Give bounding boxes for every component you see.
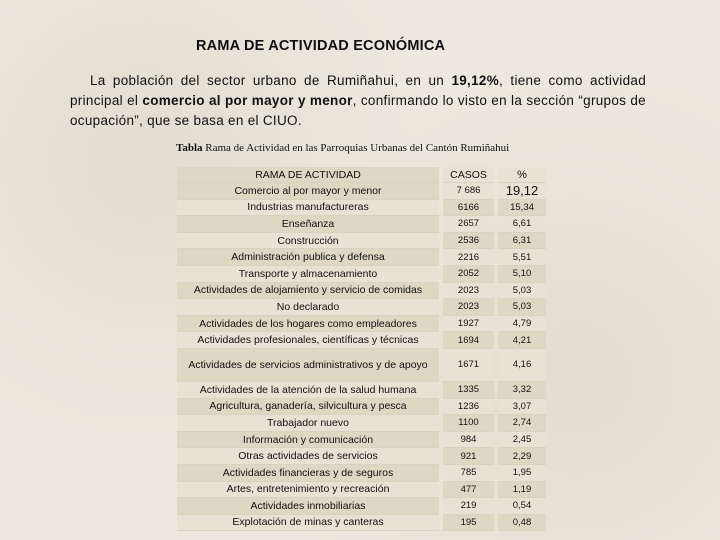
table-row	[177, 283, 546, 300]
row-activity: Trabajador nuevo	[177, 415, 439, 432]
row-activity: Industrias manufactureras	[177, 200, 439, 217]
row-cases: 1927	[443, 316, 494, 333]
row-activity: Actividades profesionales, científicas y técnicas	[177, 332, 439, 349]
table-row	[177, 399, 546, 416]
row-cases: 2023	[443, 299, 494, 316]
table-row	[177, 515, 546, 532]
row-cases: 1694	[443, 332, 494, 349]
table-row	[177, 233, 546, 250]
row-activity: Actividades financieras y de seguros	[177, 465, 439, 482]
row-percent: 3,07	[498, 399, 546, 416]
paragraph-highlight-percent: 19,12%	[451, 73, 500, 88]
table-row	[177, 482, 546, 499]
row-activity: Actividades de alojamiento y servicio de comidas	[177, 283, 439, 300]
row-activity: Enseñanza	[177, 216, 439, 233]
row-cases: 2536	[443, 233, 494, 250]
row-activity: Actividades de los hogares como empleadores	[177, 316, 439, 333]
row-percent: 4,16	[498, 349, 546, 382]
table-caption	[176, 142, 509, 154]
row-percent: 4,21	[498, 332, 546, 349]
table-row	[177, 498, 546, 515]
header-activity: RAMA DE ACTIVIDAD	[177, 167, 439, 183]
table-row	[177, 316, 546, 333]
row-percent: 6,61	[498, 216, 546, 233]
row-percent: 2,74	[498, 415, 546, 432]
row-percent: 0,48	[498, 515, 546, 532]
row-percent: 5,51	[498, 249, 546, 266]
table-row	[177, 448, 546, 465]
row-cases: 785	[443, 465, 494, 482]
row-percent: 2,45	[498, 432, 546, 449]
row-activity: Otras actividades de servicios	[177, 448, 439, 465]
row-cases: 219	[443, 498, 494, 515]
caption-label: Tabla	[176, 142, 203, 154]
table-header-row	[177, 167, 546, 183]
row-percent: 1,95	[498, 465, 546, 482]
row-activity: Información y comunicación	[177, 432, 439, 449]
table-row	[177, 299, 546, 316]
row-percent: 15,34	[498, 200, 546, 217]
row-cases: 2657	[443, 216, 494, 233]
row-activity: Comercio al por mayor y menor	[177, 183, 439, 200]
row-percent: 6,31	[498, 233, 546, 250]
row-percent: 2,29	[498, 448, 546, 465]
row-activity: Administración publica y defensa	[177, 249, 439, 266]
table-row	[177, 249, 546, 266]
row-percent: 5,03	[498, 299, 546, 316]
row-cases: 1236	[443, 399, 494, 416]
paragraph-text-2: , tiene como actividad principal el	[70, 73, 647, 108]
row-percent: 3,32	[498, 382, 546, 399]
table-row	[177, 266, 546, 283]
table-row	[177, 349, 546, 382]
row-cases: 2023	[443, 283, 494, 300]
row-cases: 921	[443, 448, 494, 465]
row-cases: 2216	[443, 249, 494, 266]
header-cases: CASOS	[443, 167, 494, 183]
row-cases: 1100	[443, 415, 494, 432]
table-row	[177, 216, 546, 233]
row-activity: Actividades inmobiliarias	[177, 498, 439, 515]
row-cases: 6166	[443, 200, 494, 217]
row-activity: Agricultura, ganadería, silvicultura y pesca	[177, 399, 439, 416]
row-cases: 984	[443, 432, 494, 449]
row-percent: 19,12	[498, 183, 546, 200]
header-percent: %	[498, 167, 546, 183]
table-row	[177, 332, 546, 349]
table-row	[177, 382, 546, 399]
row-cases: 477	[443, 482, 494, 499]
row-activity: Construcción	[177, 233, 439, 250]
intro-paragraph	[70, 71, 646, 131]
table-row	[177, 200, 546, 217]
row-activity: Artes, entretenimiento y recreación	[177, 482, 439, 499]
table-row	[177, 415, 546, 432]
row-cases: 195	[443, 515, 494, 532]
row-activity: No declarado	[177, 299, 439, 316]
row-activity: Explotación de minas y canteras	[177, 515, 439, 532]
row-percent: 4,79	[498, 316, 546, 333]
table-body	[177, 183, 546, 531]
caption-text: Rama de Actividad en las Parroquias Urbanas del Cantón Rumiñahui	[202, 142, 510, 154]
row-cases: 2052	[443, 266, 494, 283]
row-cases: 1671	[443, 349, 494, 382]
page-title: RAMA DE ACTIVIDAD ECONÓMICA	[196, 38, 446, 54]
row-activity: Actividades de la atención de la salud humana	[177, 382, 439, 399]
row-percent: 5,10	[498, 266, 546, 283]
row-cases: 1335	[443, 382, 494, 399]
row-cases: 7 686	[443, 183, 494, 200]
paragraph-text-3: , confirmando lo visto en la sección “grupos de ocupación”, que se basa en el CIUO.	[70, 93, 646, 128]
row-percent: 0,54	[498, 498, 546, 515]
row-percent: 5,03	[498, 283, 546, 300]
table-row	[177, 183, 546, 200]
table-row	[177, 432, 546, 449]
row-activity: Transporte y almacenamiento	[177, 266, 439, 283]
paragraph-text-1: La población del sector urbano de Rumiñahui, en un	[90, 73, 452, 88]
table-row	[177, 465, 546, 482]
activity-table	[177, 167, 546, 531]
row-percent: 1,19	[498, 482, 546, 499]
paragraph-highlight-activity: comercio al por mayor y menor	[142, 93, 353, 108]
row-activity: Actividades de servicios administrativos y de apoyo	[177, 349, 439, 382]
